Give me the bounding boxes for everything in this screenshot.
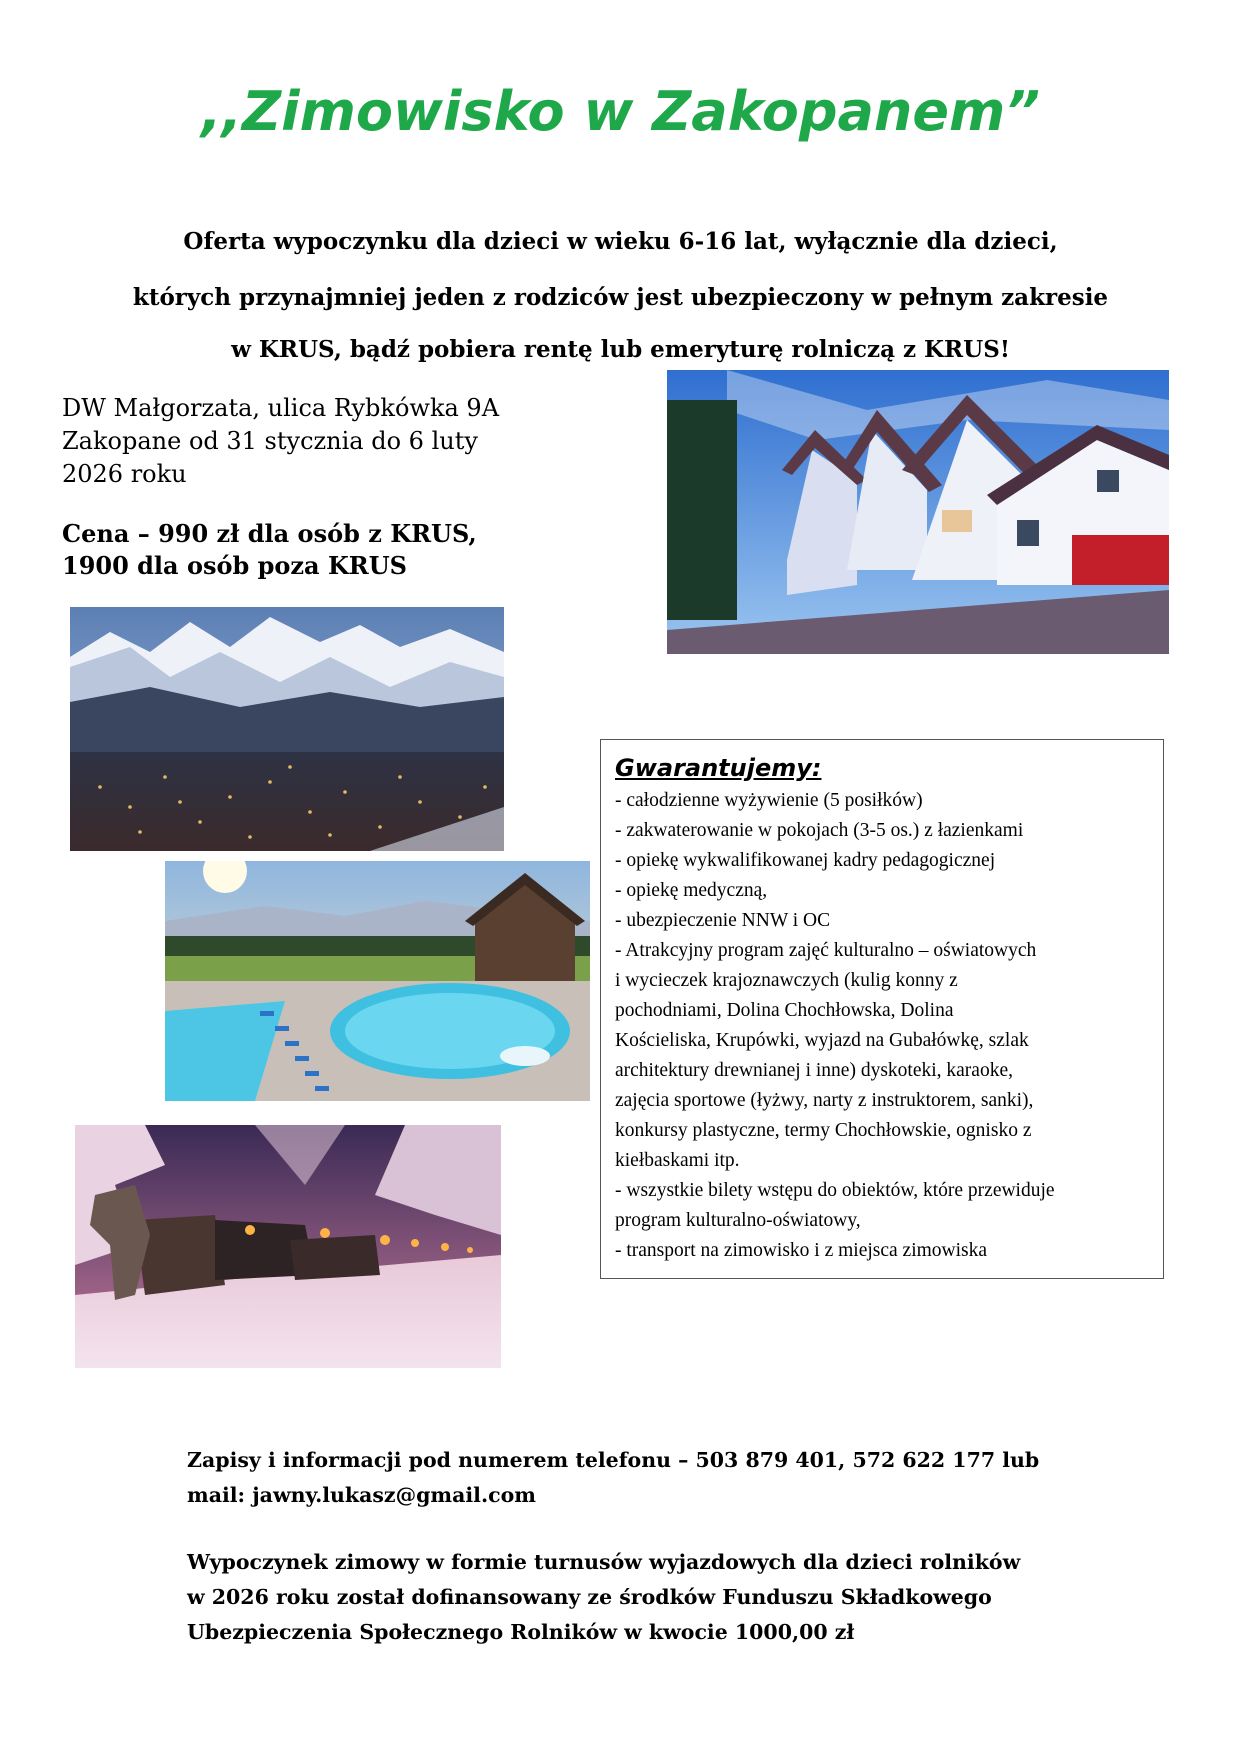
price-line-2: 1900 dla osób poza KRUS	[62, 551, 408, 580]
guarantee-item: - wszystkie bilety wstępu do obiektów, które przewiduje	[615, 1180, 1055, 1201]
guarantee-item: - całodzienne wyżywienie (5 posiłków)	[615, 790, 923, 811]
guarantee-item: - Atrakcyjny program zajęć kulturalno – oświatowych	[615, 940, 1037, 961]
sleigh-ride-photo	[75, 1125, 501, 1368]
guarantee-item: Kościeliska, Krupówki, wyjazd na Gubałówkę, szlak	[615, 1030, 1029, 1051]
guarantee-item: - ubezpieczenie NNW i OC	[615, 910, 831, 931]
guarantee-item: - opiekę medyczną,	[615, 880, 768, 901]
contact-line-1: Zapisy i informacji pod numerem telefonu – 503 879 401, 572 622 177 lub	[187, 1448, 1040, 1472]
guarantee-box	[600, 739, 1164, 1279]
guarantee-item: architektury drewnianej i inne) dyskoteki, karaoke,	[615, 1060, 1013, 1081]
location-line-2: Zakopane od 31 stycznia do 6 luty	[62, 427, 478, 455]
guarantee-item: i wycieczek krajoznawczych (kulig konny z	[615, 970, 958, 991]
guarantee-item: kiełbaskami itp.	[615, 1150, 740, 1171]
guarantee-item: - transport na zimowisko i z miejsca zimowiska	[615, 1240, 988, 1261]
guarantee-item: zajęcia sportowe (łyżwy, narty z instruktorem, sanki),	[615, 1090, 1034, 1111]
funding-line-2: w 2026 roku został dofinansowany ze środków Funduszu Składkowego	[187, 1585, 992, 1609]
funding-line-3: Ubezpieczenia Społecznego Rolników w kwocie 1000,00 zł	[187, 1620, 855, 1644]
guarantee-heading: Gwarantujemy:	[615, 754, 822, 782]
price-line-1: Cena – 990 zł dla osób z KRUS,	[62, 519, 477, 548]
guarantee-item: - opiekę wykwalifikowanej kadry pedagogicznej	[615, 850, 996, 871]
intro-line-1: Oferta wypoczynku dla dzieci w wieku 6-16 lat, wyłącznie dla dzieci,	[183, 228, 1058, 255]
mountains-photo	[70, 607, 504, 851]
thermal-pools-photo	[165, 861, 590, 1101]
contact-email: mail: jawny.lukasz@gmail.com	[187, 1483, 536, 1507]
location-line-1: DW Małgorzata, ulica Rybkówka 9A	[62, 394, 500, 422]
intro-line-3: w KRUS, bądź pobiera rentę lub emeryturę rolniczą z KRUS!	[231, 336, 1010, 363]
page-title: ,,Zimowisko w Zakopanem”	[200, 80, 1041, 143]
guarantee-item: konkursy plastyczne, termy Chochłowskie, ognisko z	[615, 1120, 1032, 1141]
location-line-3: 2026 roku	[62, 460, 187, 488]
guesthouse-photo	[667, 370, 1169, 654]
guarantee-item: pochodniami, Dolina Chochłowska, Dolina	[615, 1000, 954, 1021]
guarantee-item: - zakwaterowanie w pokojach (3-5 os.) z łazienkami	[615, 820, 1024, 841]
funding-line-1: Wypoczynek zimowy w formie turnusów wyjazdowych dla dzieci rolników	[187, 1550, 1021, 1574]
guarantee-item: program kulturalno-oświatowy,	[615, 1210, 861, 1231]
guarantee-list	[615, 786, 1149, 1266]
intro-line-2: których przynajmniej jeden z rodziców jest ubezpieczony w pełnym zakresie	[132, 284, 1109, 311]
